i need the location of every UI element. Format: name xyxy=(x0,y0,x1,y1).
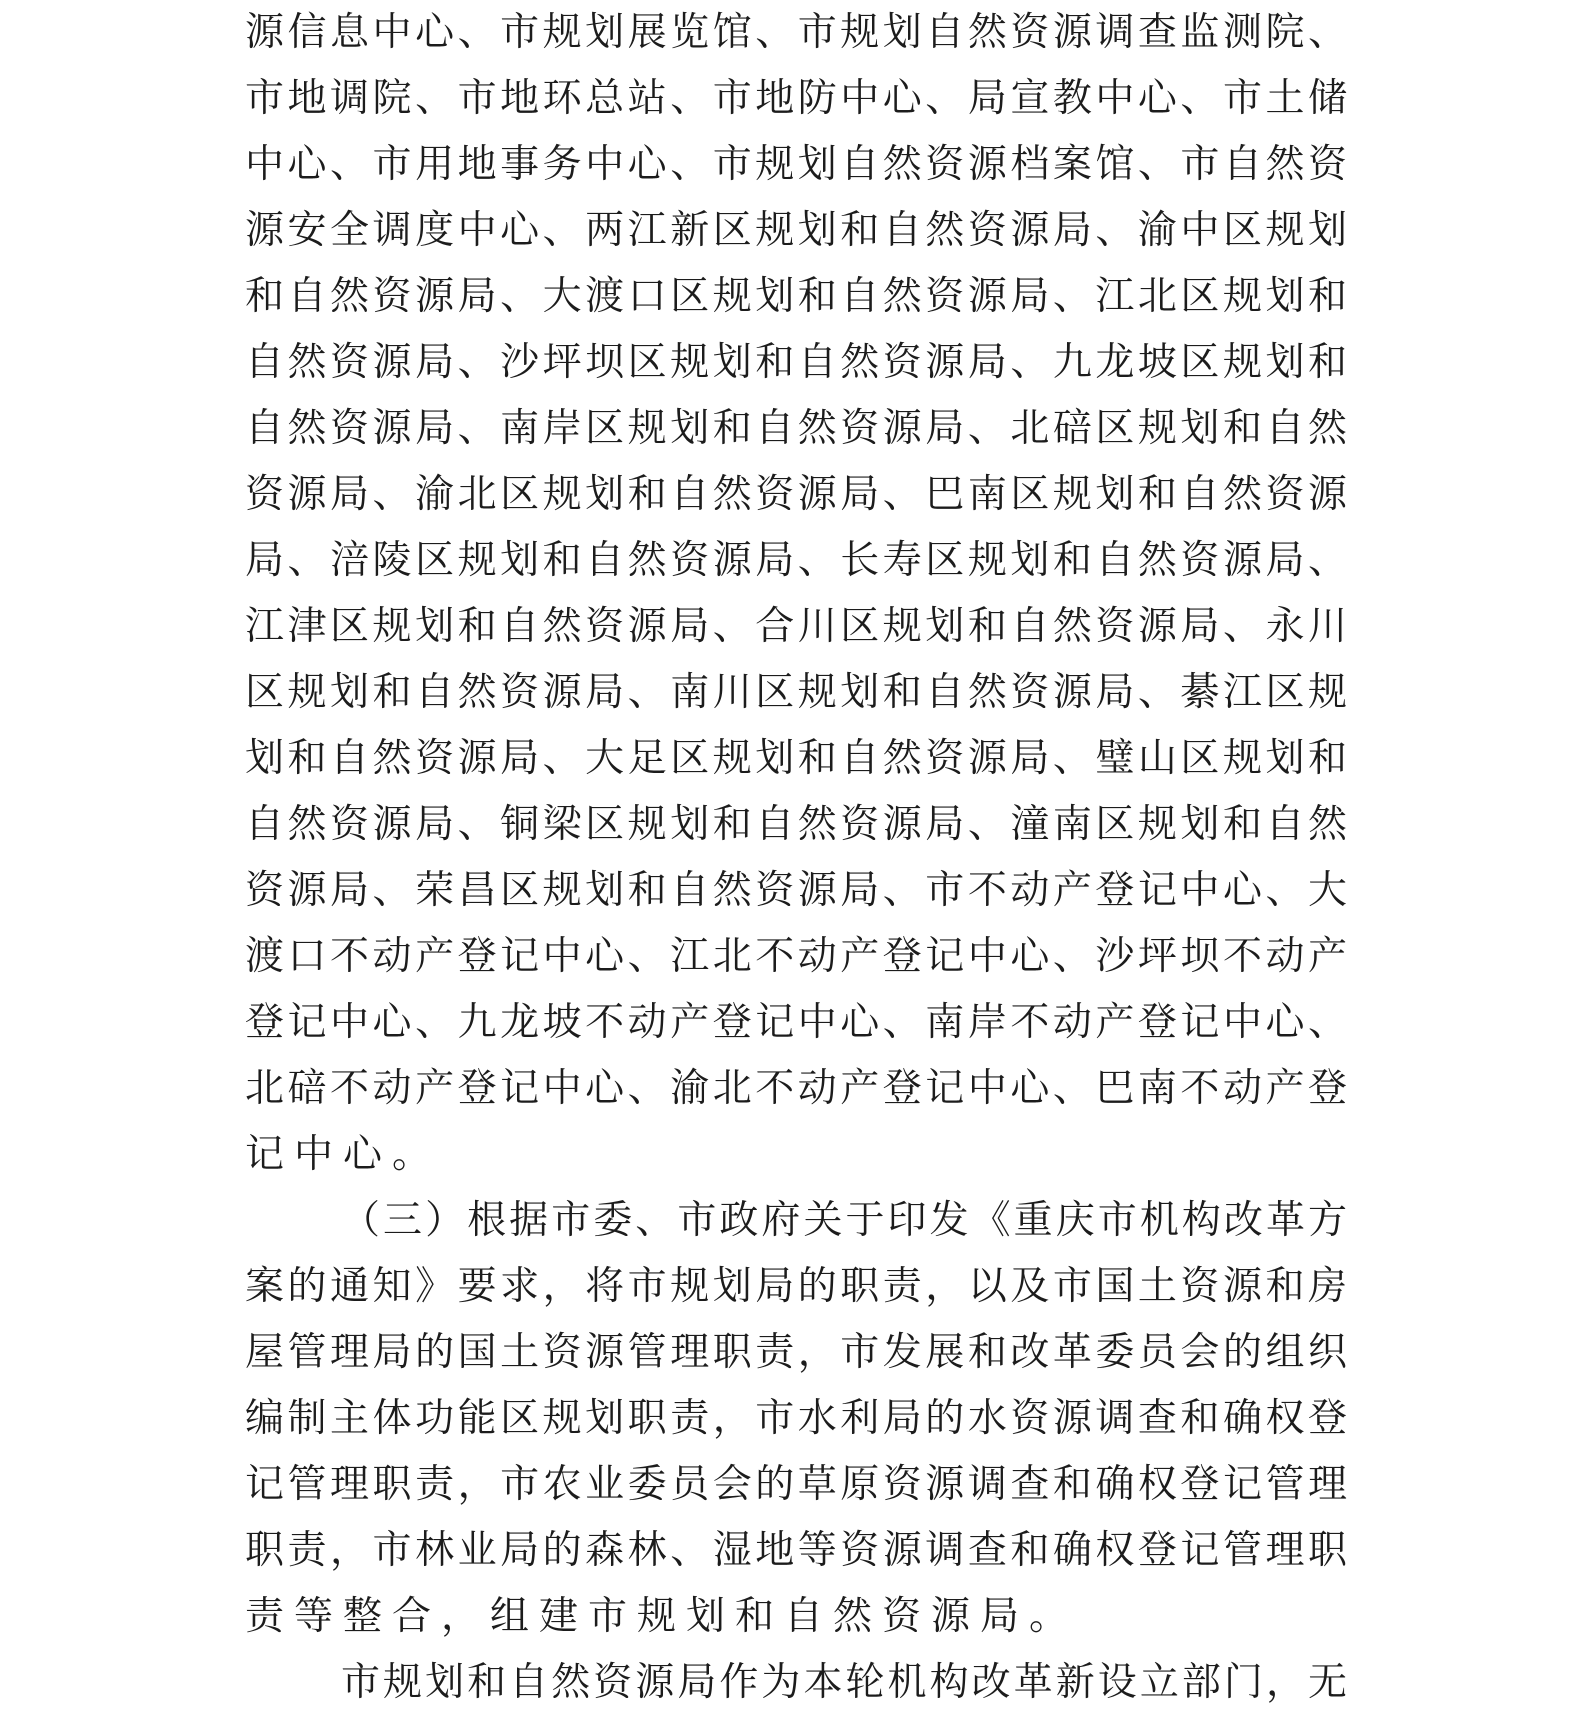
text-line: 划和自然资源局、大足区规划和自然资源局、璧山区规划和 xyxy=(245,736,1347,781)
text-line: 自然资源局、铜梁区规划和自然资源局、潼南区规划和自然 xyxy=(245,802,1347,847)
paragraph-first-line: 市规划和自然资源局作为本轮机构改革新设立部门，无 xyxy=(341,1660,1347,1705)
text-line: 江津区规划和自然资源局、合川区规划和自然资源局、永川 xyxy=(245,604,1347,649)
text-line: 记中心。 xyxy=(245,1132,442,1177)
text-line: 自然资源局、南岸区规划和自然资源局、北碚区规划和自然 xyxy=(245,406,1347,451)
text-line: 自然资源局、沙坪坝区规划和自然资源局、九龙坡区规划和 xyxy=(245,340,1347,385)
text-line: 市地调院、市地环总站、市地防中心、局宣教中心、市土储 xyxy=(245,76,1347,121)
text-line: 北碚不动产登记中心、渝北不动产登记中心、巴南不动产登 xyxy=(245,1066,1347,1111)
text-line: 中心、市用地事务中心、市规划自然资源档案馆、市自然资 xyxy=(245,142,1347,187)
text-line: 资源局、荣昌区规划和自然资源局、市不动产登记中心、大 xyxy=(245,868,1347,913)
text-line: 责等整合，组建市规划和自然资源局。 xyxy=(245,1594,1079,1639)
text-line: 和自然资源局、大渡口区规划和自然资源局、江北区规划和 xyxy=(245,274,1347,319)
text-line: 编制主体功能区规划职责，市水利局的水资源调查和确权登 xyxy=(245,1396,1347,1441)
text-line: 案的通知》要求，将市规划局的职责，以及市国土资源和房 xyxy=(245,1264,1347,1309)
text-line: 渡口不动产登记中心、江北不动产登记中心、沙坪坝不动产 xyxy=(245,934,1347,979)
text-line: 局、涪陵区规划和自然资源局、长寿区规划和自然资源局、 xyxy=(245,538,1347,583)
text-line: 区规划和自然资源局、南川区规划和自然资源局、綦江区规 xyxy=(245,670,1347,715)
text-line: 源安全调度中心、两江新区规划和自然资源局、渝中区规划 xyxy=(245,208,1347,253)
text-line: 屋管理局的国土资源管理职责，市发展和改革委员会的组织 xyxy=(245,1330,1347,1375)
text-line: 资源局、渝北区规划和自然资源局、巴南区规划和自然资源 xyxy=(245,472,1347,517)
text-line: 登记中心、九龙坡不动产登记中心、南岸不动产登记中心、 xyxy=(245,1000,1347,1045)
text-line: 职责，市林业局的森林、湿地等资源调查和确权登记管理职 xyxy=(245,1528,1347,1573)
paragraph-first-line: （三）根据市委、市政府关于印发《重庆市机构改革方 xyxy=(341,1198,1347,1243)
text-line: 记管理职责，市农业委员会的草原资源调查和确权登记管理 xyxy=(245,1462,1347,1507)
text-line: 源信息中心、市规划展览馆、市规划自然资源调查监测院、 xyxy=(245,10,1347,55)
